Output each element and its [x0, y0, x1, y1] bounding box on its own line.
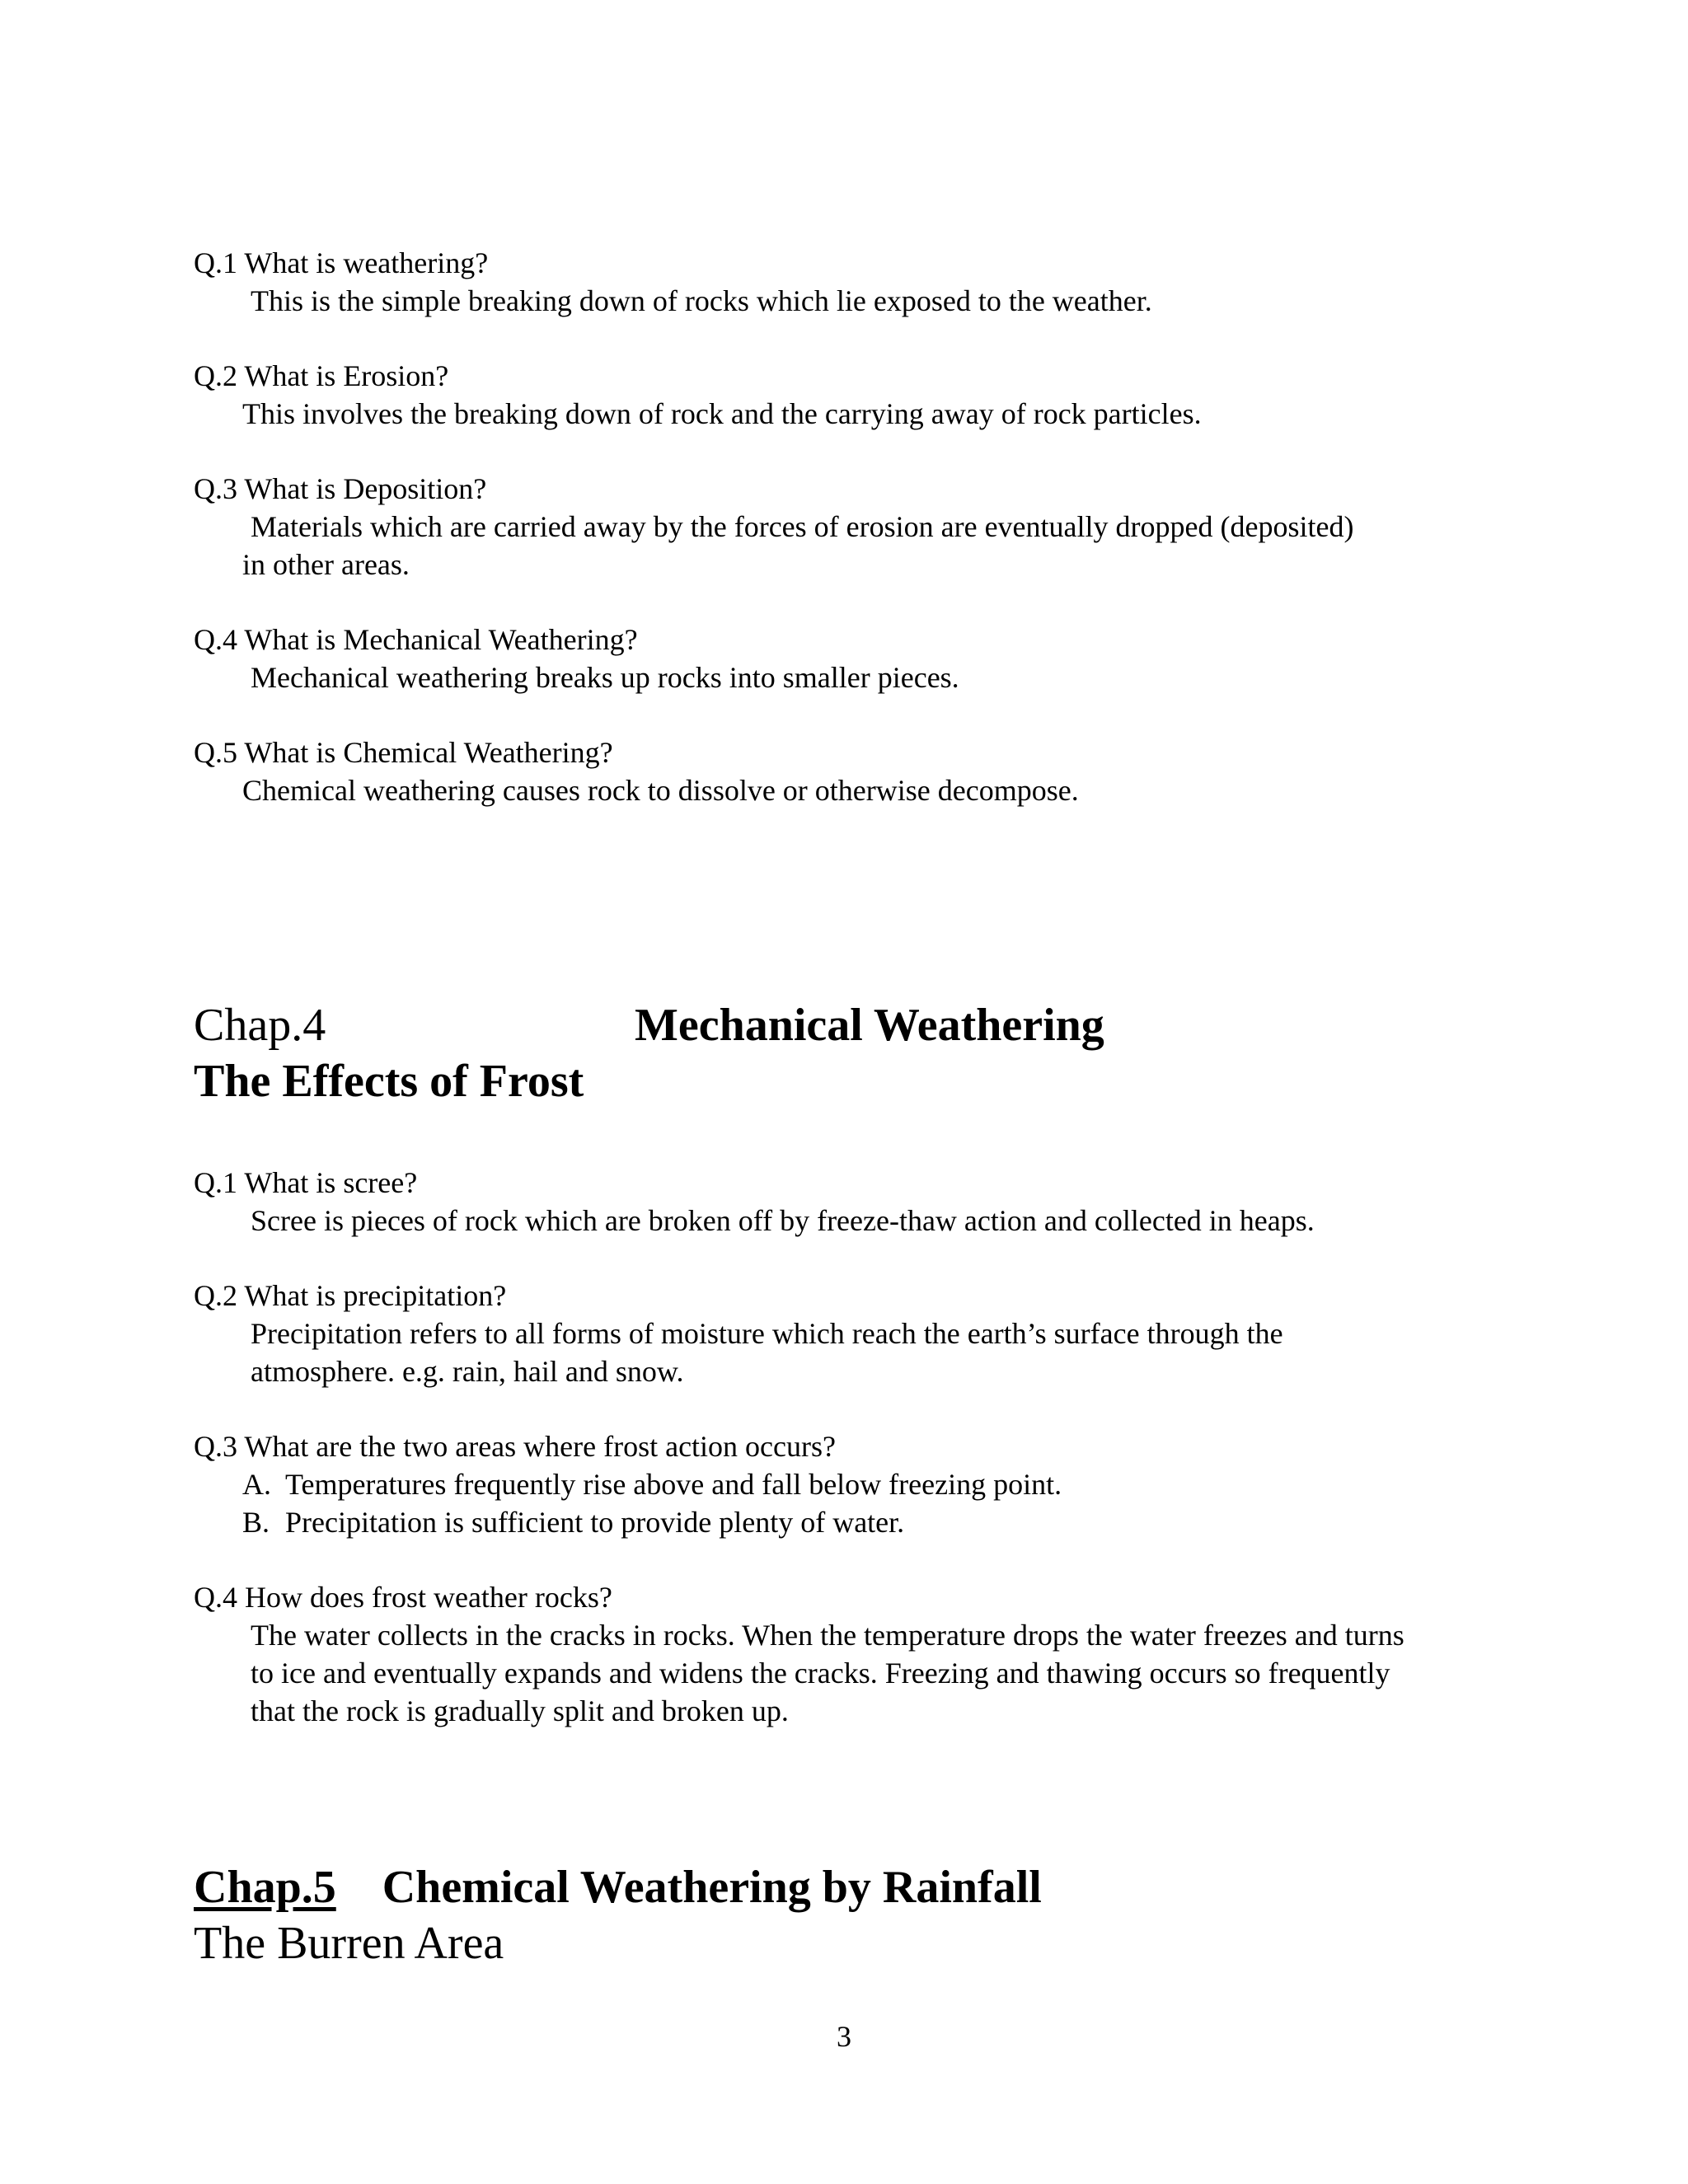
- chap4-question-2-precipitation: Q.2 What is precipitation?: [194, 1279, 507, 1312]
- list-text: Temperatures frequently rise above and fall below freezing point.: [285, 1468, 1062, 1501]
- answer-1-line-1: This is the simple breaking down of rocks which lie exposed to the weather.: [251, 284, 1152, 317]
- chapter-4-subtitle: The Effects of Frost: [194, 1056, 584, 1107]
- page-number: 3: [837, 2020, 851, 2053]
- chap4-question-1-scree: Q.1 What is scree?: [194, 1166, 418, 1199]
- chap4-answer-4-line-2: to ice and eventually expands and widens the cracks. Freezing and thawing occurs so frequently: [251, 1657, 1390, 1690]
- list-marker: A.: [242, 1468, 271, 1501]
- question-3-deposition: Q.3 What is Deposition?: [194, 472, 487, 505]
- chap4-answer-2-line-1: Precipitation refers to all forms of moisture which reach the earth’s surface through the: [251, 1317, 1283, 1350]
- chap4-answer-4-line-3: that the rock is gradually split and broken up.: [251, 1694, 789, 1727]
- chapter-4-title: Mechanical Weathering: [635, 1000, 1104, 1051]
- chap4-answer-1-line-1: Scree is pieces of rock which are broken off by freeze-thaw action and collected in heaps.: [251, 1204, 1315, 1237]
- answer-3-line-1: Materials which are carried away by the forces of erosion are eventually dropped (deposited): [251, 510, 1354, 543]
- question-5-chemical-weathering: Q.5 What is Chemical Weathering?: [194, 736, 613, 769]
- chap4-answer-2-line-2: atmosphere. e.g. rain, hail and snow.: [251, 1355, 684, 1388]
- answer-4-line-1: Mechanical weathering breaks up rocks into smaller pieces.: [251, 661, 959, 694]
- answer-3-line-2: in other areas.: [242, 548, 410, 581]
- chap4-answer-4-line-1: The water collects in the cracks in rocks. When the temperature drops the water freezes and turns: [251, 1619, 1404, 1652]
- answer-2-line-1: This involves the breaking down of rock and the carrying away of rock particles.: [242, 397, 1202, 430]
- chapter-4-label: Chap.4: [194, 1000, 326, 1051]
- chap4-question-4-frost-weathering: Q.4 How does frost weather rocks?: [194, 1581, 612, 1614]
- chap4-list-item-b: [242, 1503, 904, 1541]
- chapter-5-title: Chemical Weathering by Rainfall: [382, 1862, 1042, 1913]
- chapter-5-subtitle: The Burren Area: [194, 1918, 504, 1969]
- chap4-question-3-frost-areas: Q.3 What are the two areas where frost action occurs?: [194, 1430, 836, 1463]
- question-4-mechanical-weathering: Q.4 What is Mechanical Weathering?: [194, 623, 638, 656]
- chapter-5-label: Chap.5: [194, 1862, 336, 1913]
- chap4-list-item-a: [242, 1465, 1062, 1503]
- chapter-5-heading: [194, 1861, 1042, 1914]
- question-2-erosion: Q.2 What is Erosion?: [194, 359, 449, 392]
- question-1-weathering: Q.1 What is weathering?: [194, 246, 489, 279]
- list-text: Precipitation is sufficient to provide plenty of water.: [285, 1506, 905, 1539]
- answer-5-line-1: Chemical weathering causes rock to dissolve or otherwise decompose.: [242, 774, 1079, 807]
- list-marker: B.: [242, 1506, 270, 1539]
